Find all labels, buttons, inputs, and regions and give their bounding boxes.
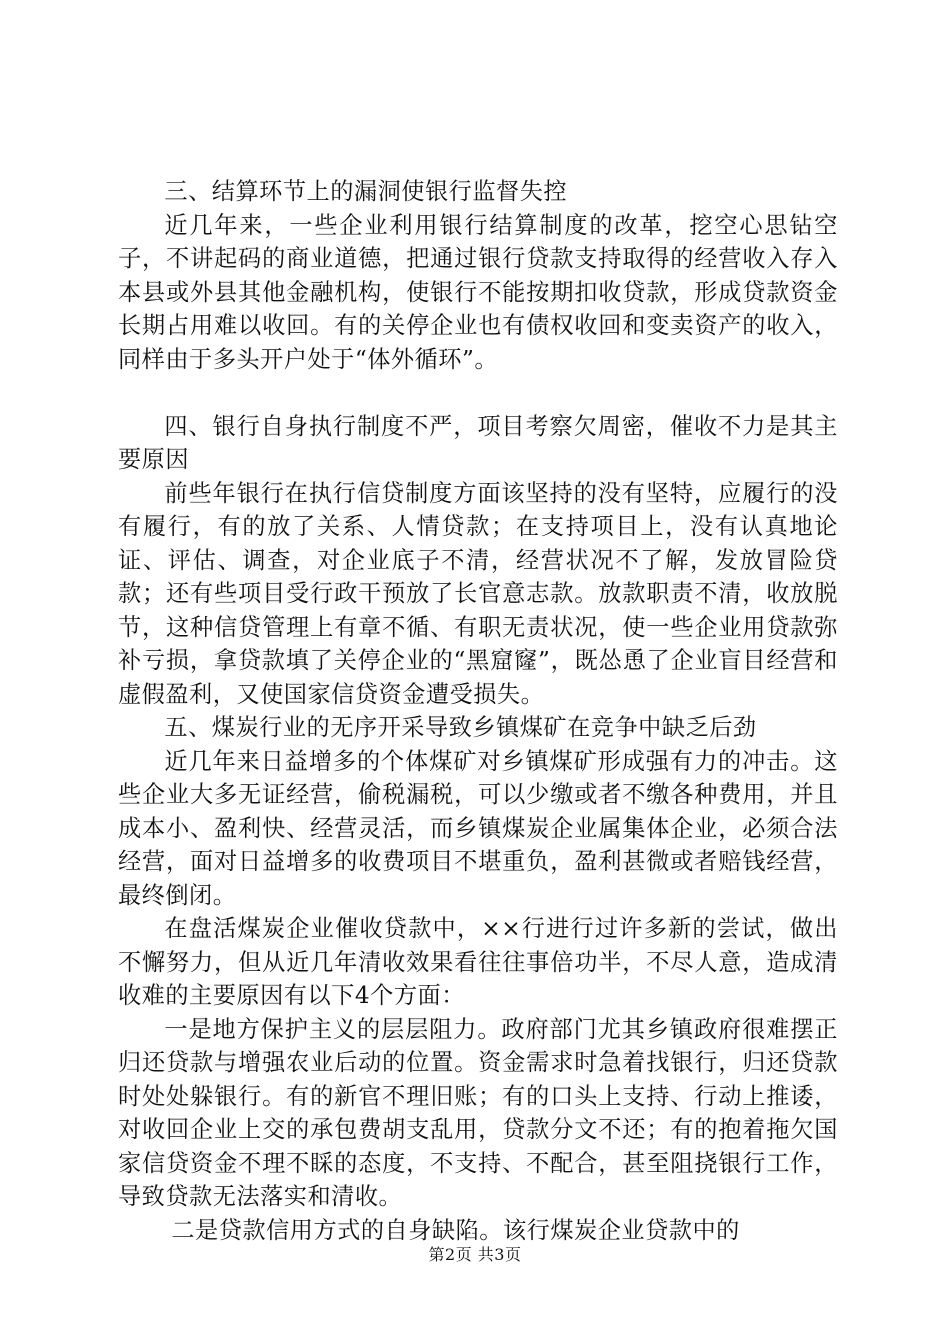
paragraph: 近几年来，一些企业利用银行结算制度的改革，挖空心思钻空子，不讲起码的商业道德，把通过银行贷款支持取得的经营收入存入本县或外县其他金融机构，使银行不能按期扣收贷款，形成贷款资金长期占用难以收回。有的关停企业也有债权收回和变卖资产的收入，同样由于多头开户处于“体外循环”。 [118, 211, 838, 373]
page-footer: 第2页 共3页 [428, 1245, 522, 1264]
section-heading-3: 三、结算环节上的漏洞使银行监督失控 [164, 178, 568, 205]
paragraph-gap [118, 376, 838, 410]
document-body [118, 175, 838, 1247]
paragraph: 近几年来日益增多的个体煤矿对乡镇煤矿形成强有力的冲击。这些企业大多无证经营，偷税漏税，可以少缴或者不缴各种费用，并且成本小、盈利快、经营灵活，而乡镇煤炭企业属集体企业，必须合法经营，面对日益增多的收费项目不堪重负，盈利甚微或者赔钱经营，最终倒闭。 [118, 747, 838, 909]
paragraph: 二是贷款信用方式的自身缺陷。该行煤炭企业贷款中的 [171, 1216, 740, 1244]
paragraph: 一是地方保护主义的层层阻力。政府部门尤其乡镇政府很难摆正归还贷款与增强农业后动的位置。资金需求时急着找银行，归还贷款时处处躲银行。有的新官不理旧账；有的口头上支持、行动上推诿，对收回企业上交的承包费胡支乱用，贷款分文不还；有的抱着拖欠国家信贷资金不理不睬的态度，不支持、不配合，甚至阻挠银行工作，导致贷款无法落实和清收。 [118, 1015, 838, 1210]
paragraph: 前些年银行在执行信贷制度方面该坚持的没有坚特，应履行的没有履行，有的放了关系、人情贷款；在支持项目上，没有认真地论证、评估、调查，对企业底子不清，经营状况不了解，发放冒险贷款；还有些项目受行政干预放了长官意志款。放款职责不清，收放脱节，这种信贷管理上有章不循、有职无责状况，使一些企业用贷款弥补亏损，拿贷款填了关停企业的“黑窟窿”，既怂恿了企业盲目经营和虚假盈利，又使国家信贷资金遭受损失。 [118, 479, 838, 708]
section-heading-4: 四、银行自身执行制度不严，项目考察欠周密，催收不力是其主要原因 [118, 412, 838, 473]
section-heading-5: 五、煤炭行业的无序开采导致乡镇煤矿在竞争中缺乏后劲 [164, 714, 757, 741]
paragraph: 在盘活煤炭企业催收贷款中，××行进行过许多新的尝试，做出不懈努力，但从近几年清收效果看往往事倍功半，不尽人意，造成清收难的主要原因有以下4个方面： [118, 915, 838, 1009]
